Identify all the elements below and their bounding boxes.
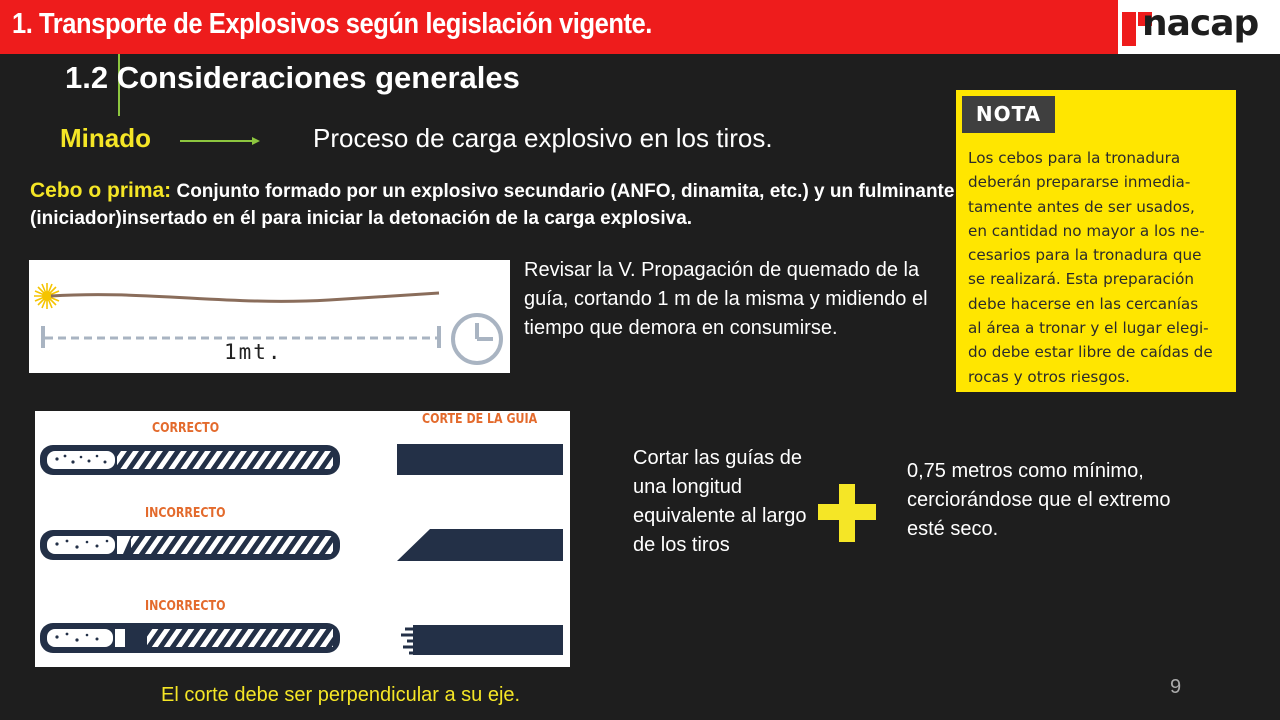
minimum-length-text: 0,75 metros como mínimo, cerciorándose que el extremo esté seco. — [907, 460, 1171, 540]
cebo-definition — [30, 177, 960, 257]
right-arrow-icon — [180, 133, 260, 149]
incorrect-label-2: INCORRECTO — [145, 599, 226, 614]
correct-label: CORRECTO — [152, 421, 220, 436]
inacap-logo — [1118, 0, 1280, 54]
measure-label: 1mt. — [224, 340, 283, 364]
fuse-illustration — [29, 260, 510, 373]
cebo-term: Cebo o prima: — [30, 179, 172, 202]
fuse-cord — [51, 293, 439, 301]
slide-title: 1. Transporte de Explosivos según legislación vigente. — [12, 8, 652, 40]
logo-mark — [1122, 12, 1136, 46]
note-header: NOTA — [962, 96, 1055, 133]
title-bar — [0, 0, 1280, 54]
note-body: Los cebos para la tronadura deberán prepararse inmedia- tamente antes de ser usados, en cantidad no mayor a los ne- cesarios para la tronadura que se realizará. Esta preparación debe hacerse en las cercanías al área a tronar y el lugar elegi- do debe estar libre de caídas de rocas y otros riesgos. — [968, 149, 1213, 386]
cut-drawing — [35, 411, 570, 667]
incorrect-label-1: INCORRECTO — [145, 506, 226, 521]
logo-text: nacap — [1142, 3, 1259, 44]
cebo-text: Conjunto formado por un explosivo secundario (ANFO, dinamita, etc.) y un fulminante (iniciador)insertado en él para iniciar la detonación de la carga explosiva. — [30, 181, 955, 229]
incorrect-cap-2 — [40, 623, 340, 653]
section-subtitle: 1.2 Consideraciones generales — [65, 60, 520, 95]
correct-cut — [397, 444, 563, 475]
page-number: 9 — [1170, 676, 1182, 698]
incorrect-cut-1 — [397, 529, 563, 561]
cut-diagram — [35, 411, 570, 667]
note-panel — [956, 90, 1236, 392]
incorrect-cut-2 — [401, 625, 563, 655]
cut-header: CORTE DE LA GUIA — [422, 412, 538, 427]
minado-description: Proceso de carga explosivo en los tiros. — [313, 123, 773, 153]
clock-icon — [453, 315, 501, 363]
minado-term: Minado — [60, 123, 151, 153]
correct-cap — [40, 445, 340, 475]
incorrect-cap-1 — [40, 530, 340, 560]
perpendicular-note: El corte debe ser perpendicular a su eje. — [161, 684, 521, 706]
plus-icon — [818, 484, 876, 542]
cut-length-text: Cortar las guías de una longitud equivalente al largo de los tiros — [633, 447, 807, 556]
fuse-instructions: Revisar la V. Propagación de quemado de la guía, cortando 1 m de la misma y midiendo el tiempo que demora en consumirse. — [524, 259, 928, 339]
